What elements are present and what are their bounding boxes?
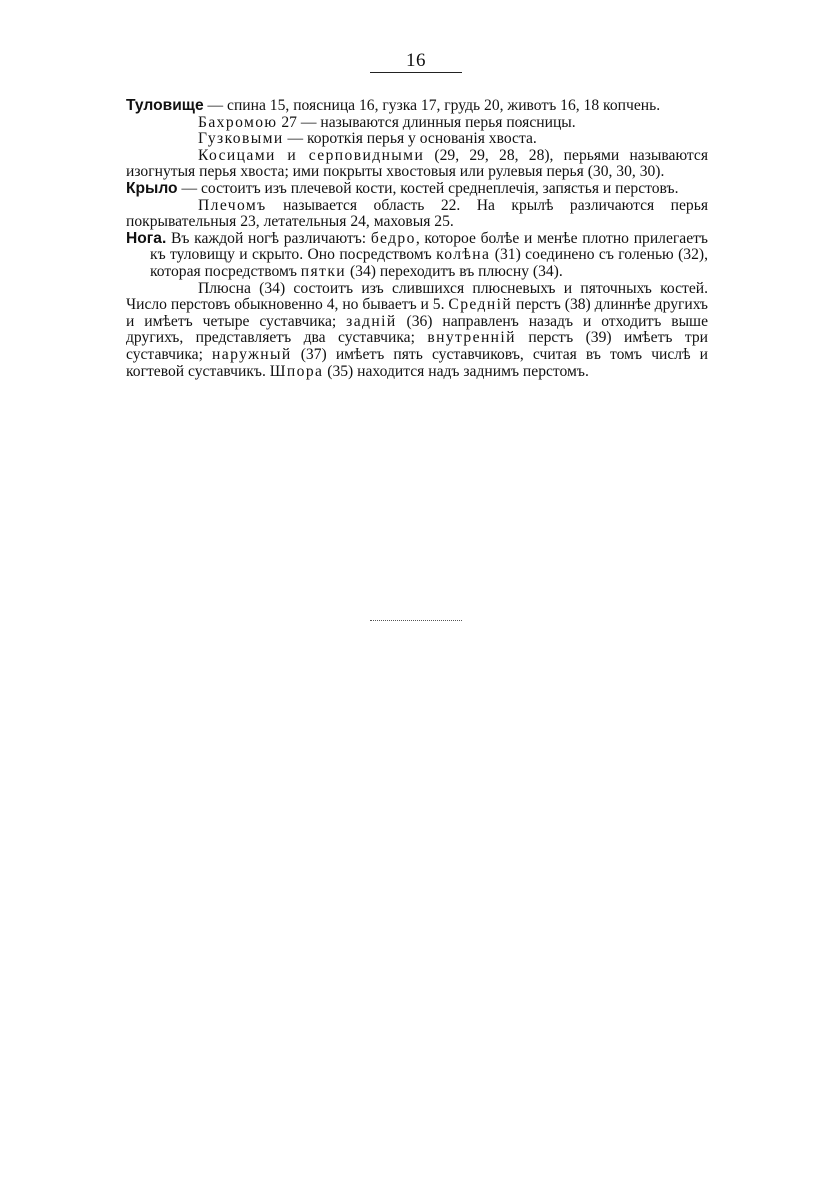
term-spur: Шпора <box>269 362 324 380</box>
term-inner-toe: внутренній <box>427 329 516 347</box>
entry-sickle-feathers <box>126 148 708 181</box>
term-heel: пятки <box>300 262 347 280</box>
entry-wing-text: — состоитъ изъ плечевой кости, костей среднеплечія, запястья и перстовъ. <box>177 179 679 197</box>
term-knee: колѣна <box>436 246 491 264</box>
entry-leg-text-4: (34) переходитъ въ плюсну (34). <box>346 262 563 280</box>
end-ornament <box>370 620 462 621</box>
entry-leg-text-3: (31) соединено съ голенью (32), которая посредствомъ <box>150 246 708 280</box>
entry-shoulder <box>126 198 708 231</box>
term-metatarsus: Плюсна <box>198 279 251 297</box>
entry-shoulder-text: называется область 22. На крылѣ различаются перья покрывательныя 23, летательныя 24, маховыя 25. <box>126 196 708 231</box>
entry-tail-coverts <box>126 131 708 148</box>
entry-trunk-text: — спина 15, поясница 16, гузка 17, грудь 20, животъ 16, 18 копчень. <box>203 97 661 114</box>
entry-sickle-feathers-text: (29, 29, 28, 28), перьями называются изогнутыя перья хвоста; ими покрыты хвостовыя или рулевыя перья (30, 30, 30). <box>126 146 708 181</box>
body-text <box>126 98 708 380</box>
entry-metatarsus-text-4: перстъ (39) имѣетъ три суставчика; <box>126 329 708 363</box>
term-thigh: бедро <box>370 229 416 247</box>
entry-tail-coverts-text: — короткія перья у основанія хвоста. <box>283 130 537 148</box>
entry-metatarsus-text-1: (34) состоитъ изъ слившихся плюсневыхъ и пяточныхъ костей. Число перстовъ обыкновенно 4, но бываетъ и 5. <box>126 279 708 314</box>
term-middle-toe: Средній <box>448 296 513 314</box>
entry-metatarsus <box>126 281 708 381</box>
term-shoulder: Плечомъ <box>198 196 267 214</box>
entry-metatarsus-text-3: (36) направленъ назадъ и отходитъ выше другихъ, представляетъ два суставчика; <box>126 312 708 347</box>
term-hind-toe: задній <box>346 312 397 330</box>
entry-leg-text-1: Въ каждой ногѣ различаютъ: <box>166 229 371 247</box>
entry-leg-text-2: , которое болѣе и менѣе плотно прилегаетъ къ туловищу и скрыто. Оно посредствомъ <box>150 229 708 264</box>
entry-fringe <box>126 115 708 132</box>
term-leg: Нога. <box>126 229 167 247</box>
term-trunk: Туловище <box>126 97 204 114</box>
entry-fringe-text: 27 — называются длинныя перья поясницы. <box>277 113 576 131</box>
entry-wing <box>126 181 708 198</box>
header-rule <box>370 72 462 73</box>
term-wing: Крыло <box>126 179 178 197</box>
entry-metatarsus-text-5: (37) имѣетъ пять суставчиковъ, считая въ томъ числѣ и когтевой суставчикъ. <box>126 345 709 380</box>
term-outer-toe: наружный <box>212 345 292 363</box>
entry-leg <box>126 231 708 281</box>
term-sickle-feathers: Косицами и серповидными <box>198 146 425 164</box>
entry-metatarsus-text-6: (35) находится надъ заднимъ перстомъ. <box>323 362 589 380</box>
term-tail-coverts: Гузковыми <box>198 130 284 148</box>
term-fringe: Бахромою <box>198 113 278 131</box>
entry-trunk <box>126 98 708 115</box>
entry-metatarsus-text-2: перстъ (38) длиннѣе другихъ и имѣетъ четыре суставчика; <box>126 296 708 330</box>
page-number: 16 <box>406 50 426 71</box>
